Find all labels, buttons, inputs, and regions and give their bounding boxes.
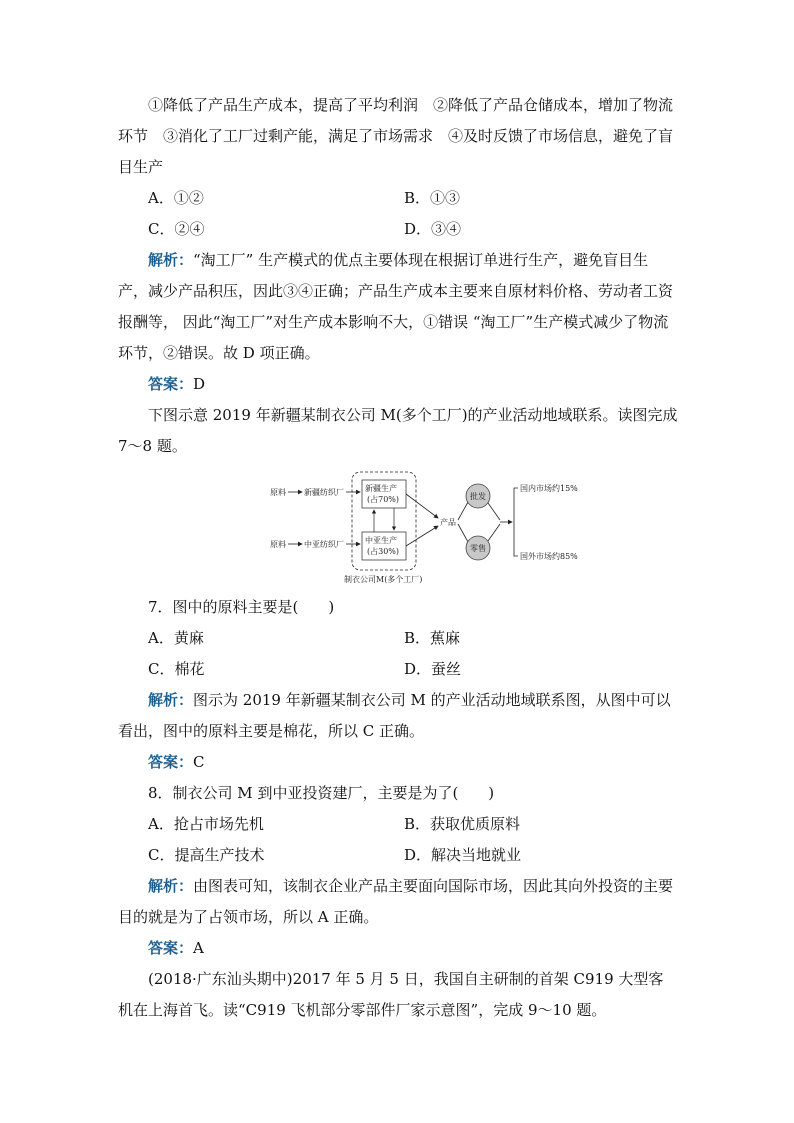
line-product-wholesale [458, 502, 468, 520]
q8-option-a: A．抢占市场先机 [148, 815, 264, 833]
product-label: 产品 [440, 518, 456, 527]
wholesale-label: 批发 [470, 492, 486, 501]
q8-analysis [118, 871, 678, 933]
q7-answer-value: C [193, 753, 205, 771]
company-m-label: 制衣公司M(多个工厂) [344, 575, 423, 584]
domestic-market-label: 国内市场约15% [520, 484, 578, 493]
document-body [118, 90, 678, 1026]
arrow-prod2-product [406, 526, 438, 546]
analysis-label: 解析： [148, 691, 194, 709]
q8-answer-value: A [193, 939, 204, 957]
arrow-prod1-product [406, 494, 438, 518]
line-wholesale-merge [488, 503, 500, 520]
raw-material-2: 原料 [270, 540, 286, 549]
q6-statements: ①降低了产品生产成本，提高了平均利润 ②降低了产品仓储成本，增加了物流环节 ③消化了工厂过剩产能，满足了市场需求 ④及时反馈了市场信息，避免了盲目生产 [118, 96, 674, 176]
analysis-label: 解析： [148, 877, 194, 895]
central-asia-textile-factory: 中亚纺织厂 [304, 540, 344, 549]
q6-option-a: A．①② [148, 189, 204, 207]
q6-analysis [118, 245, 678, 369]
q8-analysis-text: 由图表可知，该制衣企业产品主要面向国际市场，因此其向外投资的主要目的就是为了占领市场，所以 A 正确。 [118, 877, 674, 926]
q8-options-row1 [118, 809, 678, 840]
intro-7-8: 下图示意 2019 年新疆某制衣公司 M(多个工厂)的产业活动地域联系。读图完成 7～8 题。 [118, 406, 678, 455]
line-product-retail [458, 524, 468, 542]
line-retail-merge [488, 524, 500, 541]
retail-label: 零售 [470, 544, 486, 553]
foreign-market-label: 国外市场约85% [520, 552, 578, 561]
q7-option-c: C．棉花 [148, 660, 205, 678]
q7-option-b: B．蕉麻 [404, 629, 461, 647]
q6-option-b: B．①③ [404, 189, 461, 207]
q6-option-d: D．③④ [404, 220, 462, 238]
xinjiang-production-label: 新疆生产 [365, 484, 397, 493]
xinjiang-production-share: (占70%) [367, 495, 400, 504]
central-asia-production-label: 中亚生产 [365, 536, 397, 545]
q8-option-b: B．获取优质原料 [404, 815, 521, 833]
q8-option-c: C．提高生产技术 [148, 846, 265, 864]
q6-options-row2 [118, 214, 678, 245]
q7-analysis-text: 图示为 2019 年新疆某制衣公司 M 的产业活动地域联系图，从图中可以看出，图中的原料主要是棉花，所以 C 正确。 [118, 691, 671, 740]
q7-stem: 7．图中的原料主要是( ) [148, 598, 335, 616]
q7-answer [118, 747, 678, 778]
answer-label: 答案： [148, 939, 194, 957]
q8-options-row2 [118, 840, 678, 871]
q6-option-c: C．②④ [148, 220, 205, 238]
q7-option-a: A．黄麻 [148, 629, 204, 647]
q6-answer [118, 369, 678, 400]
analysis-label: 解析： [148, 251, 194, 269]
answer-label: 答案： [148, 375, 194, 393]
q7-options-row2 [118, 654, 678, 685]
q8-stem: 8．制衣公司 M 到中亚投资建厂，主要是为了( ) [148, 784, 495, 802]
q7-options-row1 [118, 623, 678, 654]
q6-options-row1 [118, 183, 678, 214]
central-asia-production-share: (占30%) [367, 547, 400, 556]
q6-analysis-text: “淘工厂” 生产模式的优点主要体现在根据订单进行生产，避免盲目生产，减少产品积压，因此③④正确；产品生产成本主要来自原材料价格、劳动者工资报酬等， 因此“淘工厂”对生产成本影响不大，①错误 “淘工厂”生产模式减少了物流环节，②错误。故 D 项正确。 [118, 251, 674, 362]
q8-option-d: D．解决当地就业 [404, 846, 522, 864]
diagram-svg [268, 468, 588, 586]
industry-linkage-diagram [118, 468, 678, 586]
intro-9-10: (2018·广东汕头期中)2017 年 5 月 5 日，我国自主研制的首架 C919 大型客机在上海首飞。读“C919 飞机部分零部件厂家示意图”，完成 9～10 题。 [118, 970, 664, 1019]
answer-label: 答案： [148, 753, 194, 771]
market-bracket [514, 488, 518, 556]
q7-analysis [118, 685, 678, 747]
q8-answer [118, 933, 678, 964]
xinjiang-textile-factory: 新疆纺织厂 [304, 488, 344, 497]
q6-answer-value: D [193, 375, 206, 393]
raw-material-1: 原料 [270, 488, 286, 497]
q7-option-d: D．蚕丝 [404, 660, 462, 678]
